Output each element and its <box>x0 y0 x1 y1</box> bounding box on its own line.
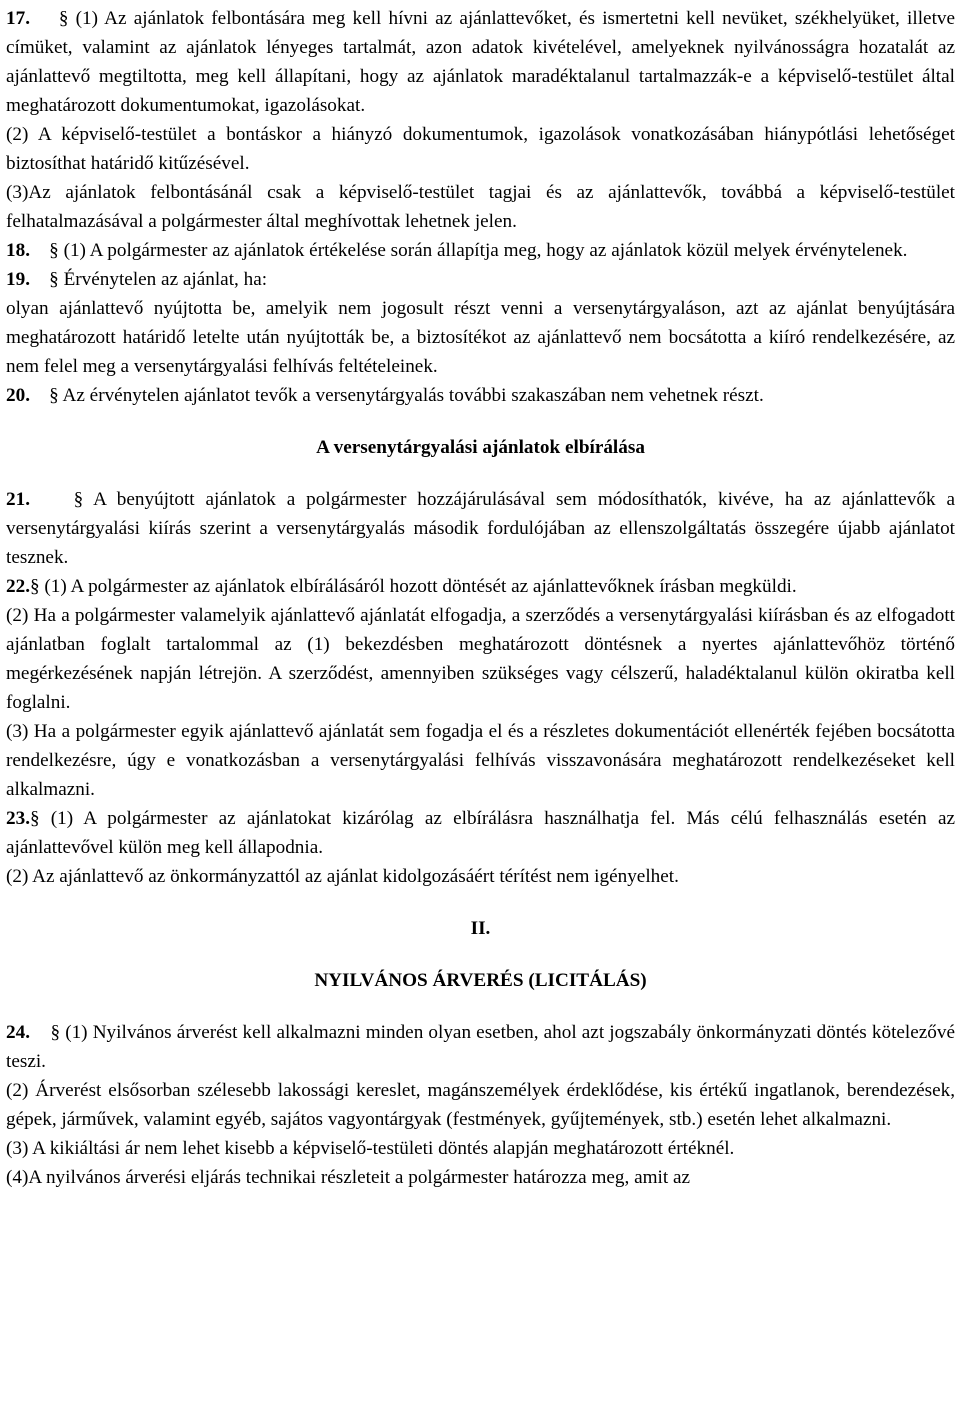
chapter-number: II. <box>470 918 491 939</box>
section-17-paragraph-2: (2) A képviselő-testület a bontáskor a hiányzó dokumentumok, igazolások vonatkozásában hiánypótlási lehetőséget biztosíthat határidő kitűzésével. <box>6 124 955 174</box>
section-17-paragraph-1 <box>6 4 955 120</box>
section-24-paragraph-4: (4)A nyilvános árverési eljárás technikai részleteit a polgármester határozza meg, amit az <box>6 1167 691 1188</box>
section-23-number: 23. <box>6 808 30 829</box>
section-24-paragraph-2: (2) Árverést elsősorban szélesebb lakossági kereslet, magánszemélyek érdeklődése, kis értékű ingatlanok, berendezések, gépek, járművek, valamint egyéb, sajátos vagyontárgyak (festmények, gyűjtemények, stb.) esetén lehet alkalmazni. <box>6 1080 955 1130</box>
section-22-text-1: § (1) A polgármester az ajánlatok elbírálásáról hozott döntését az ajánlattevőknek írásban megküldi. <box>29 576 797 597</box>
spacer <box>6 995 955 1018</box>
spacer <box>6 891 955 914</box>
section-21-text-1: § A benyújtott ajánlatok a polgármester hozzájárulásával sem módosíthatók, kivéve, ha az ajánlattevők a versenytárgyalási kiírás szerint a versenytárgyalás második fordulójában az ellenszolgáltatás összegére újabb ajánlatot tesznek. <box>6 489 956 568</box>
section-21-number: 21. <box>6 489 30 510</box>
section-23-paragraph-1 <box>6 804 955 862</box>
section-24-text-1: § (1) Nyilvános árverést kell alkalmazni minden olyan esetben, ahol azt jogszabály önkormányzati döntés kötelezővé teszi. <box>6 1022 955 1072</box>
section-18-number: 18. <box>6 240 30 261</box>
section-24-paragraph-3: (3) A kikiáltási ár nem lehet kisebb a képviselő-testületi döntés alapján meghatározott értéknél. <box>6 1138 735 1159</box>
section-24-paragraph-1 <box>6 1018 955 1076</box>
section-23-paragraph-2: (2) Az ajánlattevő az önkormányzattól az ajánlat kidolgozásáért térítést nem igényelhet. <box>6 866 679 887</box>
chapter-title: NYILVÁNOS ÁRVERÉS (LICITÁLÁS) <box>314 970 647 991</box>
section-22-paragraph-2: (2) Ha a polgármester valamelyik ajánlattevő ajánlatát elfogadja, a szerződés a versenytárgyalási kiírásban és az elfogadott ajánlatban foglalt tartalommal az (1) bekezdésben meghatározott döntésnek a nyertes ajánlattevőhöz történő megérkezésének napján létrejön. A szerződést, amennyiben szükséges vagy célszerű, haladéktalanul külön okiratba kell foglalni. <box>6 605 955 713</box>
section-22-paragraph-3: (3) Ha a polgármester egyik ajánlattevő ajánlatát sem fogadja el és a részletes dokumentációt ellenérték fejében bocsátotta rendelkezésre, úgy e vonatkozásban a versenytárgyalási felhívás visszavonására meghatározott rendelkezéseket kell alkalmazni. <box>6 721 955 800</box>
section-24-number: 24. <box>6 1022 30 1043</box>
section-19-text-1: § Érvénytelen az ajánlat, ha: <box>49 269 268 290</box>
spacer <box>6 410 955 433</box>
section-19-number: 19. <box>6 269 30 290</box>
section-17-text-1: § (1) Az ajánlatok felbontására meg kell hívni az ajánlattevőket, és ismertetni kell nevüket, székhelyüket, illetve címüket, valamint az ajánlatok lényeges tartalmát, azon adatok kivételével, amelyeknek nyilvánosságra hozatalát az ajánlattevő megtiltotta, meg kell állapítani, hogy az ajánlatok maradéktalanul tartalmazzák-e a képviselő-testület által meghatározott dokumentumokat, igazolásokat. <box>6 8 956 116</box>
document-page <box>6 4 955 1192</box>
section-20-number: 20. <box>6 385 30 406</box>
section-20-text-1: § Az érvénytelen ajánlatot tevők a versenytárgyalás további szakaszában nem vehetnek részt. <box>49 385 764 406</box>
spacer <box>6 943 955 966</box>
section-heading-evaluation: A versenytárgyalási ajánlatok elbírálása <box>316 437 645 458</box>
section-19-paragraph-1 <box>6 265 955 294</box>
section-17-paragraph-3: (3)Az ajánlatok felbontásánál csak a képviselő-testület tagjai és az ajánlattevők, továbbá a képviselő-testület felhatalmazásával a polgármester által meghívottak lehetnek jelen. <box>6 182 955 232</box>
section-23-text-1: § (1) A polgármester az ajánlatokat kizárólag az elbírálásra használhatja fel. Más célú felhasználás esetén az ajánlattevővel külön meg kell állapodnia. <box>6 808 955 858</box>
section-17-number: 17. <box>6 8 30 29</box>
section-21-paragraph-1 <box>6 485 955 572</box>
section-20-paragraph-1 <box>6 381 955 410</box>
section-18-text-1: § (1) A polgármester az ajánlatok értékelése során állapítja meg, hogy az ajánlatok közül melyek érvénytelenek. <box>49 240 908 261</box>
spacer <box>6 462 955 485</box>
section-22-paragraph-1 <box>6 572 955 601</box>
section-22-number: 22. <box>6 576 30 597</box>
section-18-paragraph-1 <box>6 236 955 265</box>
section-19-paragraph-2: olyan ajánlattevő nyújtotta be, amelyik nem jogosult részt venni a versenytárgyaláson, azt az ajánlat benyújtására meghatározott határidő letelte után nyújtották be, a biztosítékot az ajánlattevő nem bocsátotta a kiíró rendelkezésére, az nem felel meg a versenytárgyalási felhívás feltételeinek. <box>6 298 955 377</box>
